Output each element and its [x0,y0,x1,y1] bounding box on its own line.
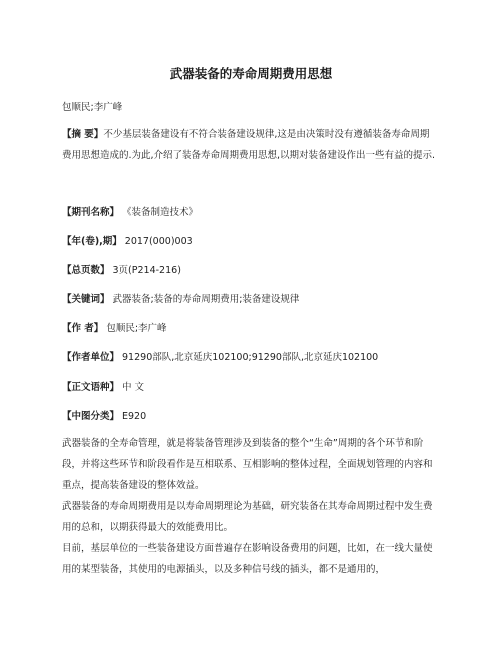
field-value: 3页(P214-216) [112,265,181,276]
field-label: 【正文语种】 [62,382,120,393]
field-journal [62,204,198,218]
field-pages [62,262,181,276]
field-label: 【总页数】 [62,265,110,276]
field-year-issue [62,233,193,247]
abstract [62,124,438,166]
field-label: 【年(卷),期】 [62,236,122,247]
field-value: 中 文 [122,382,145,393]
field-label: 【期刊名称】 [62,207,120,218]
body-paragraph: 目前，基层单位的一些装备建设方面普遍存在影响设备费用的问题，比如，在一线大量使用的某型装备，其使用的电源插头，以及多种信号线的插头，都不是通用的， [62,543,433,575]
field-value: 《装备制造技术》 [122,207,199,218]
authors-line: 包顺民;李广峰 [62,102,123,113]
field-language [62,379,144,393]
abstract-label: 【摘 要】 [62,129,104,140]
field-value: 2017(000)003 [124,236,193,247]
field-label: 【关键词】 [62,294,110,305]
field-affiliation [62,349,378,363]
field-value: 91290部队,北京延庆102100;91290部队,北京延庆102100 [122,352,379,363]
body-paragraph: 武器装备的全寿命管理，就是将装备管理涉及到装备的整个“生命”周期的各个环节和阶段，并将这些环节和阶段看作是互相联系、互相影响的整体过程，全面规划管理的内容和重点，提高装备建设的整体效益。 [62,438,433,491]
field-label: 【作 者】 [62,323,104,334]
field-value: 包顺民;李广峰 [106,323,167,334]
field-label: 【作者单位】 [62,352,120,363]
field-classification [62,408,146,422]
body-paragraph: 武器装备的寿命周期费用是以寿命周期理论为基础，研究装备在其寿命周期过程中发生费用的总和，以期获得最大的效能费用比。 [62,501,433,533]
field-label: 【中图分类】 [62,411,120,422]
field-value: 武器装备;装备的寿命周期费用;装备建设规律 [112,294,300,305]
abstract-text: 不少基层装备建设有不符合装备建设规律,这是由决策时没有遵循装备寿命周期费用思想造成的.为此,介绍了装备寿命周期费用思想,以期对装备建设作出一些有益的提示. [62,129,436,161]
field-value: E920 [122,411,147,422]
field-keywords [62,291,299,305]
field-authors [62,320,167,334]
document-title: 武器装备的寿命周期费用思想 [169,66,333,81]
